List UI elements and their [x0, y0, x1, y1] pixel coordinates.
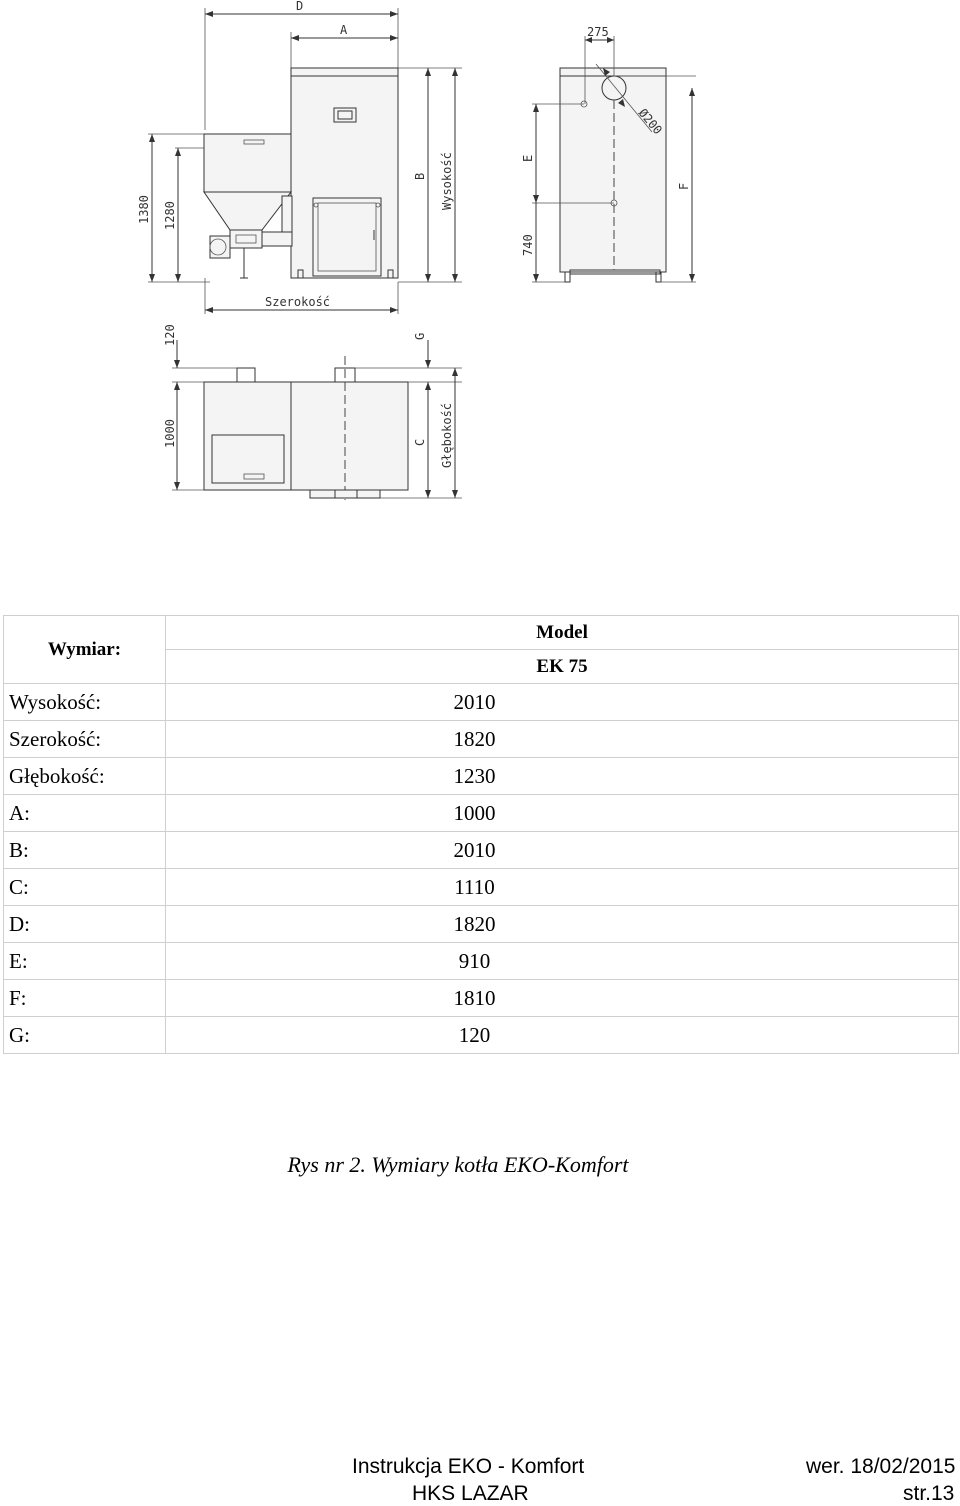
row-label: E: [4, 943, 166, 980]
table-row [4, 832, 959, 869]
dim-glebokosc-label: Głębokość [440, 402, 454, 468]
table-row [4, 1017, 959, 1054]
dim-wysokosc-label: Wysokość [440, 152, 454, 210]
row-value: 1810 [166, 980, 959, 1017]
dim-120-label: 120 [163, 324, 177, 346]
front-view [137, 0, 462, 314]
row-value: 1230 [166, 758, 959, 795]
footer-version: wer. 18/02/2015 [806, 1455, 956, 1478]
row-label: B: [4, 832, 166, 869]
table-row [4, 684, 959, 721]
row-label: C: [4, 869, 166, 906]
dim-diameter-label: Ø200 [635, 105, 666, 138]
figure-caption: Rys nr 2. Wymiary kotła EKO-Komfort [287, 1152, 629, 1177]
row-value: 120 [166, 1017, 959, 1054]
dim-b-label: B [413, 172, 427, 180]
dim-d-label: D [296, 0, 304, 13]
row-label: G: [4, 1017, 166, 1054]
row-label: Głębokość: [4, 758, 166, 795]
row-label: Szerokość: [4, 721, 166, 758]
model-header: Model [166, 616, 959, 650]
row-label: Wysokość: [4, 684, 166, 721]
table-row [4, 943, 959, 980]
table-row [4, 721, 959, 758]
boiler-dimension-drawing [0, 0, 960, 600]
row-label: D: [4, 906, 166, 943]
footer-company: HKS LAZAR [412, 1482, 529, 1505]
row-label: A: [4, 795, 166, 832]
row-value: 1000 [166, 795, 959, 832]
top-view [163, 324, 462, 500]
dim-740-label: 740 [521, 234, 535, 256]
table-row [4, 906, 959, 943]
dim-1280-label: 1280 [163, 201, 177, 230]
dim-g-label: G [413, 332, 427, 340]
row-value: 1820 [166, 721, 959, 758]
dimensions-table [3, 615, 959, 1054]
dim-f-label: F [677, 182, 691, 190]
table-row [4, 795, 959, 832]
row-value: 910 [166, 943, 959, 980]
model-name: EK 75 [166, 650, 959, 684]
table-row [4, 869, 959, 906]
dim-a-label: A [340, 23, 348, 37]
dim-1000-label: 1000 [163, 419, 177, 448]
table-row [4, 758, 959, 795]
row-value: 1820 [166, 906, 959, 943]
dimension-column-header: Wymiar: [4, 616, 166, 684]
side-view [521, 25, 696, 282]
row-value: 2010 [166, 684, 959, 721]
footer-manual-title: Instrukcja EKO - Komfort [352, 1455, 585, 1478]
table-row [4, 980, 959, 1017]
footer-page-number: str.13 [903, 1482, 955, 1505]
dim-c-label: C [413, 438, 427, 446]
dim-275-label: 275 [587, 25, 609, 39]
row-value: 2010 [166, 832, 959, 869]
dim-szerokosc-label: Szerokość [265, 295, 331, 309]
dim-e-label: E [521, 154, 535, 162]
dim-1380-label: 1380 [137, 195, 151, 224]
row-label: F: [4, 980, 166, 1017]
row-value: 1110 [166, 869, 959, 906]
